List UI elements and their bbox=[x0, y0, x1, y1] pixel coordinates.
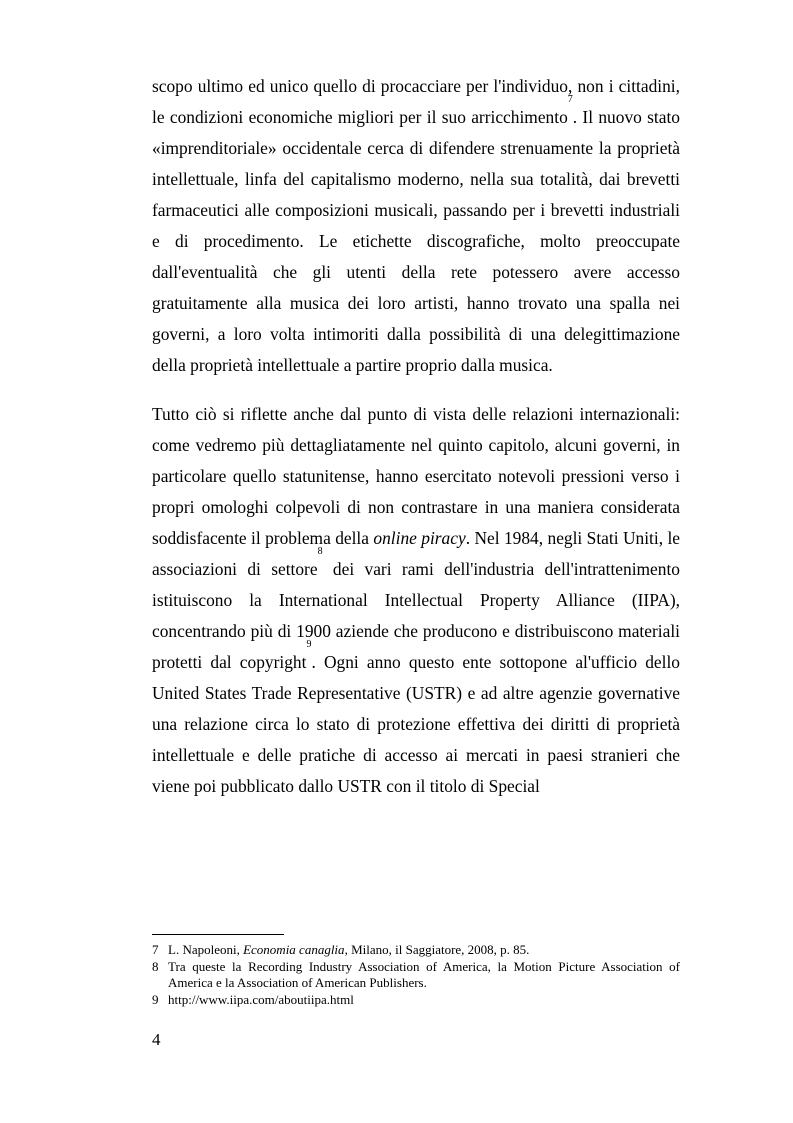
text-run: L. Napoleoni, bbox=[168, 942, 244, 957]
footnote-separator bbox=[152, 934, 284, 935]
italic-text: Economia canaglia bbox=[243, 942, 345, 957]
footnote-reference: 7 bbox=[567, 94, 573, 105]
text-run: , Milano, il Saggiatore, 2008, p. 85. bbox=[344, 942, 530, 957]
footnote bbox=[152, 959, 680, 992]
footnote bbox=[152, 992, 680, 1009]
footnote-reference: 8 bbox=[317, 546, 323, 557]
text-run: . Il nuovo stato «imprenditoriale» occidentale cerca di difendere strenuamente la proprietà intellettuale, linfa del capitalismo moderno, nella sua totalità, dai brevetti farmaceutici alle composizioni musicali, passando per i brevetti industriali e di procedimento. Le etichette discografiche, molto preoccupate dall'eventualità che gli utenti della rete potessero avere accesso gratuitamente alla musica dei loro artisti, hanno trovato una spalla nei governi, a loro volta intimoriti dalla possibilità di una delegittimazione della proprietà intellettuale a partire proprio dalla musica. bbox=[152, 107, 680, 375]
footnote-number: 9 bbox=[152, 991, 159, 1007]
footnote-link[interactable] bbox=[168, 992, 680, 1009]
footnote bbox=[152, 942, 680, 959]
page-number: 4 bbox=[152, 1030, 161, 1049]
footnote-text bbox=[168, 942, 680, 959]
text-run: . Nel 1984, negli Stati Uniti, le associazioni di settore bbox=[152, 528, 681, 579]
text-run: dei vari rami dell'industria dell'intrattenimento istituiscono la International Intellectual Property Alliance (IIPA), concentrando più di 1900 aziende che producono e distribuiscono materiali protetti dal copyright bbox=[152, 559, 680, 672]
footnote-reference: 9 bbox=[306, 639, 312, 650]
text-run: http://www.iipa.com/aboutiipa.html bbox=[168, 991, 354, 1007]
footnote-text bbox=[168, 959, 680, 992]
text-run: Tutto ciò si riflette anche dal punto di vista delle relazioni internazionali: come vedremo più dettagliatamente nel quinto capitolo, alcuni governi, in particolare quello statunitense, hanno esercitato notevoli pressioni verso i propri omologhi colpevoli di non contrastare in una maniera considerata soddisfacente il problema della bbox=[152, 404, 680, 548]
paragraph bbox=[152, 71, 680, 381]
footnote-number: 8 bbox=[152, 958, 159, 974]
footnote-number: 7 bbox=[152, 942, 159, 957]
italic-text: online piracy bbox=[373, 528, 466, 548]
paragraph bbox=[152, 399, 680, 802]
body-text bbox=[152, 71, 680, 802]
text-run: scopo ultimo ed unico quello di procacciare per l'individuo, non i cittadini, le condizioni economiche migliori per il suo arricchimento bbox=[152, 76, 680, 127]
text-run: . Ogni anno questo ente sottopone al'ufficio dello United States Trade Representative (USTR) e ad altre agenzie governative una relazione circa lo stato di protezione effettiva dei diritti di proprietà intellettuale e delle pratiche di accesso ai mercati in paesi stranieri che viene poi pubblicato dallo USTR con il titolo di Special bbox=[152, 652, 680, 796]
text-run: Tra queste la Recording Industry Association of America, la Motion Picture Association of America e la Association of American Publishers. bbox=[168, 958, 680, 991]
footnotes bbox=[152, 942, 680, 1008]
